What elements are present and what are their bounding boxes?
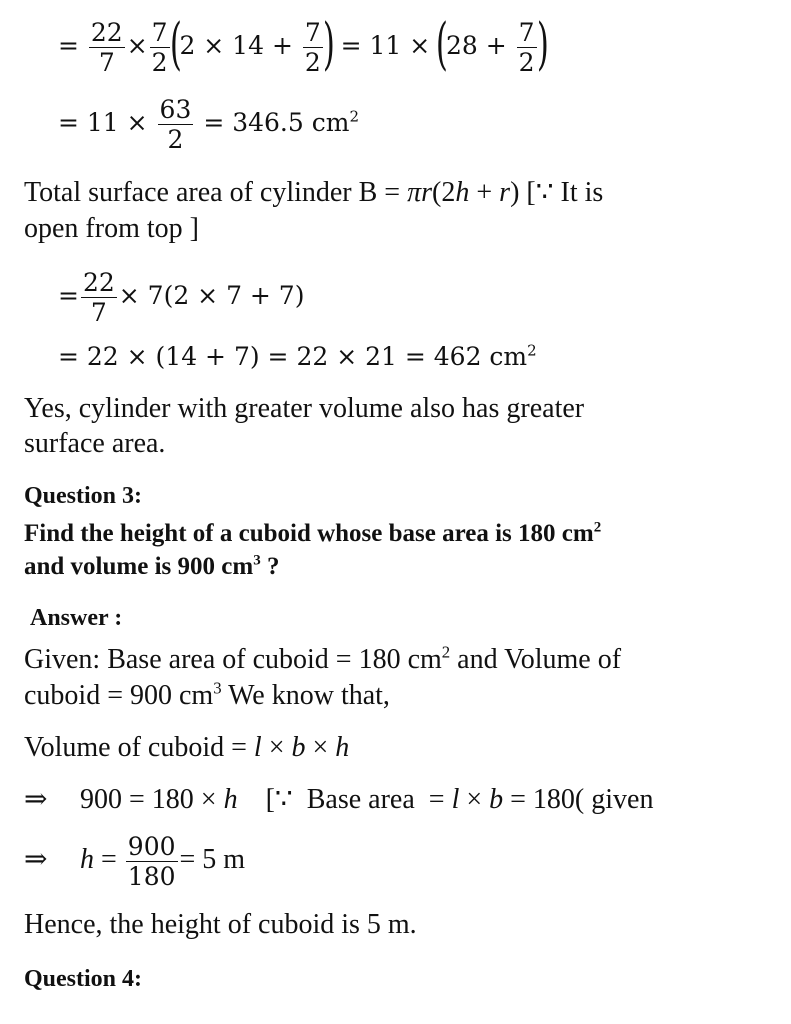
- tsa-cylinder-b-line-1: Total surface area of cylinder B = πr(2h + r) [∵ It is: [24, 177, 604, 208]
- equation-step-2: = 11 × $\frac{63}{2}$ = 346.5 $cm^2$: [58, 95, 359, 154]
- question-3-text-line-2: and volume is 900 $cm^3$ ?: [24, 552, 280, 580]
- equation-step-4: = 22 × (14 + 7) = 22 × 21 = 462 $cm^2$: [58, 341, 537, 371]
- fraction-7-over-2-inner: $\frac{7}{2}$: [304, 18, 321, 77]
- tsa-cylinder-b-line-2: open from top ]: [24, 213, 199, 244]
- question-3-title: Question 3:: [24, 483, 143, 509]
- equation-step-6: ⇒ h = $\frac{900}{180}$ = 5 m: [24, 832, 246, 891]
- volume-formula: Volume of cuboid = l × b × h: [24, 732, 350, 763]
- fraction-22-over-7: $\frac{22}{7}$: [90, 18, 123, 77]
- given-line-1: Given: Base area of cuboid = 180 $cm^2$ and Volume of: [24, 642, 622, 675]
- implies-arrow-icon: ⇒: [24, 843, 48, 875]
- question-4-title: Question 4:: [24, 966, 143, 992]
- fraction-63-over-2: $\frac{63}{2}$: [159, 95, 192, 154]
- fraction-22-over-7-b: $\frac{22}{7}$: [82, 268, 115, 327]
- given-line-2: cuboid = 900 $cm^3$ We know that,: [24, 678, 390, 711]
- answer-label: Answer :: [30, 605, 123, 631]
- conclusion-line-2: surface area.: [24, 428, 166, 459]
- hence-conclusion: Hence, the height of cuboid is 5 m.: [24, 909, 417, 940]
- fraction-7-over-2: $\frac{7}{2}$: [151, 18, 168, 77]
- equation-step-5: ⇒ 900 = 180 × h [∵ Base area = l × b = 180( given: [24, 784, 654, 815]
- implies-arrow-icon: ⇒: [24, 784, 48, 815]
- conclusion-line-1: Yes, cylinder with greater volume also has greater: [24, 393, 585, 424]
- fraction-7-over-2-rhs: $\frac{7}{2}$: [518, 18, 535, 77]
- question-3-text-line-1: Find the height of a cuboid whose base area is 180 $cm^2$: [24, 519, 602, 547]
- equation-step-3: = $\frac{22}{7}$ × 7(2 × 7 + 7): [58, 268, 305, 327]
- equation-step-1: = $\frac{22}{7}$ × $\frac{7}{2}$ (2 × 14 + $\frac{7}{2}$ ) = 11 × (28 + $\frac{7}{2}$ ): [58, 11, 549, 77]
- fraction-900-over-180: $\frac{900}{180}$: [127, 832, 176, 891]
